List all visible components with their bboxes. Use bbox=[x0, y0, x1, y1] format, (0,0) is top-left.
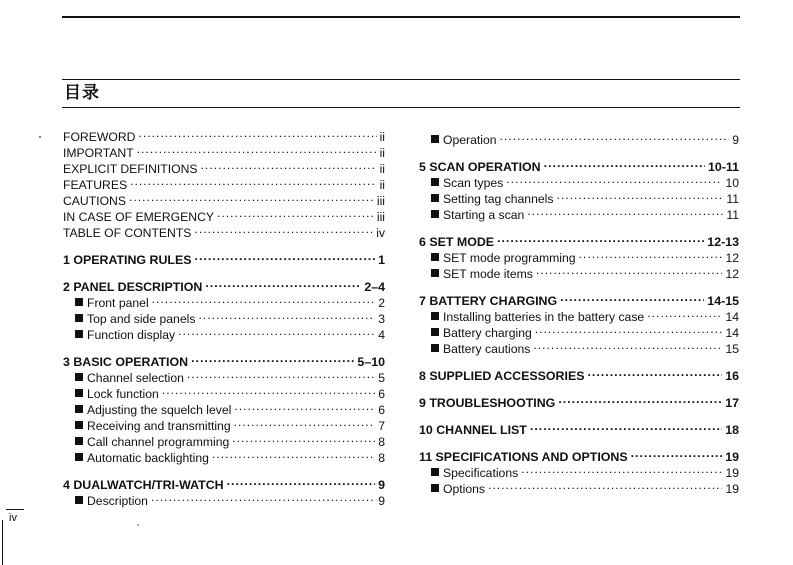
toc-item-specifications[interactable]: Specifications ..... 19 bbox=[419, 461, 739, 477]
toc-section-specifications[interactable]: 11 SPECIFICATIONS AND OPTIONS ..... 19 bbox=[419, 445, 739, 461]
toc-entry-explicit-definitions[interactable]: EXPLICIT DEFINITIONS ..... ii bbox=[63, 157, 385, 173]
bullet-icon bbox=[431, 253, 439, 261]
page-number-rule bbox=[6, 509, 24, 510]
bullet-icon bbox=[75, 389, 83, 397]
toc-item-set-mode-programming[interactable]: SET mode programming ..... 12 bbox=[419, 246, 739, 262]
toc-item-squelch-level[interactable]: Adjusting the squelch level ..... 6 bbox=[63, 398, 385, 414]
toc-item-function-display[interactable]: Function display ..... 4 bbox=[63, 323, 385, 339]
toc-item-battery-charging[interactable]: Battery charging ..... 14 bbox=[419, 321, 739, 337]
bullet-icon bbox=[431, 269, 439, 277]
bullet-icon bbox=[75, 298, 83, 306]
toc-item-receiving-transmitting[interactable]: Receiving and transmitting ..... 7 bbox=[63, 414, 385, 430]
toc-item-backlighting[interactable]: Automatic backlighting ..... 8 bbox=[63, 446, 385, 462]
bullet-icon bbox=[431, 328, 439, 336]
toc-entry-features[interactable]: FEATURES ..... ii bbox=[63, 173, 385, 189]
bullet-icon bbox=[431, 484, 439, 492]
page-number: iv bbox=[9, 512, 17, 524]
toc-item-tag-channels[interactable]: Setting tag channels ..... 11 bbox=[419, 187, 739, 203]
toc-item-options[interactable]: Options ..... 19 bbox=[419, 477, 739, 493]
toc-section-dualwatch[interactable]: 4 DUALWATCH/TRI-WATCH ..... 9 bbox=[63, 473, 385, 489]
scan-speck bbox=[137, 524, 139, 526]
bullet-icon bbox=[75, 453, 83, 461]
toc-item-installing-batteries[interactable]: Installing batteries in the battery case ..... 14 bbox=[419, 305, 739, 321]
scan-speck bbox=[39, 136, 41, 138]
toc-entry-foreword[interactable]: FOREWORD ..... ii bbox=[63, 125, 385, 141]
bullet-icon bbox=[431, 178, 439, 186]
toc-right-column bbox=[419, 128, 739, 496]
toc-section-supplied-accessories[interactable]: 8 SUPPLIED ACCESSORIES ..... 16 bbox=[419, 364, 739, 380]
bullet-icon bbox=[431, 210, 439, 218]
bullet-icon bbox=[431, 194, 439, 202]
toc-item-description[interactable]: Description ..... 9 bbox=[63, 489, 385, 505]
bullet-icon bbox=[75, 405, 83, 413]
toc-section-battery-charging[interactable]: 7 BATTERY CHARGING ..... 14-15 bbox=[419, 289, 739, 305]
toc-section-channel-list[interactable]: 10 CHANNEL LIST ..... 18 bbox=[419, 418, 739, 434]
toc-section-set-mode[interactable]: 6 SET MODE ..... 12-13 bbox=[419, 230, 739, 246]
toc-item-top-side-panels[interactable]: Top and side panels ..... 3 bbox=[63, 307, 385, 323]
toc-item-lock-function[interactable]: Lock function ..... 6 bbox=[63, 382, 385, 398]
toc-entry-important[interactable]: IMPORTANT ..... ii bbox=[63, 141, 385, 157]
toc-item-scan-types[interactable]: Scan types ..... 10 bbox=[419, 171, 739, 187]
toc-entry-cautions[interactable]: CAUTIONS ..... iii bbox=[63, 189, 385, 205]
toc-item-channel-selection[interactable]: Channel selection ..... 5 bbox=[63, 366, 385, 382]
bullet-icon bbox=[431, 312, 439, 320]
toc-section-operating-rules[interactable]: 1 OPERATING RULES ..... 1 bbox=[63, 248, 385, 264]
bullet-icon bbox=[431, 468, 439, 476]
bullet-icon bbox=[75, 314, 83, 322]
page-title: 目录 bbox=[64, 83, 100, 102]
bullet-icon bbox=[75, 437, 83, 445]
toc-section-panel-description[interactable]: 2 PANEL DESCRIPTION ..... 2–4 bbox=[63, 275, 385, 291]
toc-section-scan-operation[interactable]: 5 SCAN OPERATION ..... 10-11 bbox=[419, 155, 739, 171]
toc-entry-table-of-contents[interactable]: TABLE OF CONTENTS ..... iv bbox=[63, 221, 385, 237]
bullet-icon bbox=[431, 135, 439, 143]
bullet-icon bbox=[75, 421, 83, 429]
toc-item-battery-cautions[interactable]: Battery cautions ..... 15 bbox=[419, 337, 739, 353]
bullet-icon bbox=[431, 344, 439, 352]
toc-item-call-channel[interactable]: Call channel programming ..... 8 bbox=[63, 430, 385, 446]
toc-section-troubleshooting[interactable]: 9 TROUBLESHOOTING ..... 17 bbox=[419, 391, 739, 407]
toc-entry-emergency[interactable]: IN CASE OF EMERGENCY ..... iii bbox=[63, 205, 385, 221]
bullet-icon bbox=[75, 373, 83, 381]
bullet-icon bbox=[75, 330, 83, 338]
margin-rule bbox=[2, 520, 3, 565]
toc-section-basic-operation[interactable]: 3 BASIC OPERATION ..... 5–10 bbox=[63, 350, 385, 366]
toc-item-operation[interactable]: Operation ..... 9 bbox=[419, 128, 739, 144]
title-rule-bottom bbox=[62, 107, 740, 108]
toc-item-starting-scan[interactable]: Starting a scan ..... 11 bbox=[419, 203, 739, 219]
top-rule bbox=[62, 16, 740, 18]
toc-left-column bbox=[63, 125, 385, 508]
title-rule-top bbox=[62, 79, 740, 80]
bullet-icon bbox=[75, 496, 83, 504]
toc-item-set-mode-items[interactable]: SET mode items ..... 12 bbox=[419, 262, 739, 278]
toc-item-front-panel[interactable]: Front panel ..... 2 bbox=[63, 291, 385, 307]
